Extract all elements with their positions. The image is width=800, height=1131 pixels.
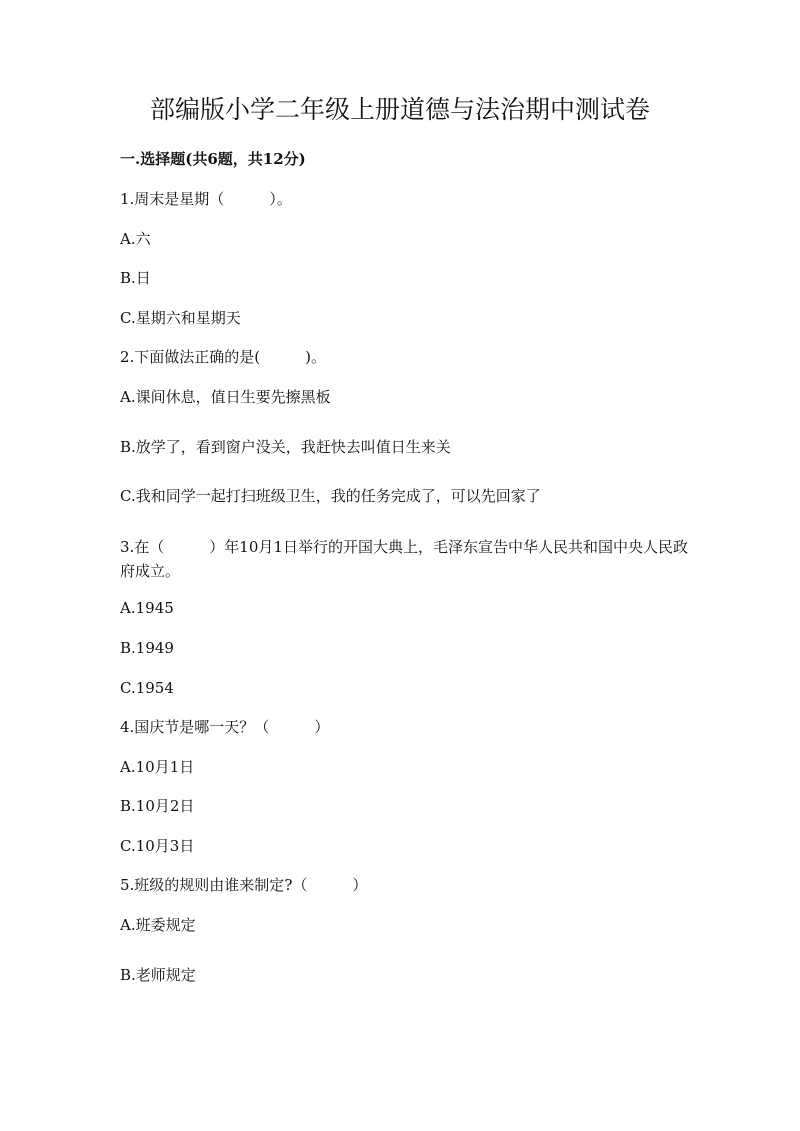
question-5-option-a: A.班委规定 [120,916,196,934]
question-1-option-c: C.星期六和星期天 [120,309,241,327]
question-2-option-c: C.我和同学一起打扫班级卫生，我的任务完成了，可以先回家了 [120,487,541,505]
page-title: 部编版小学二年级上册道德与法治期中测试卷 [149,95,650,124]
question-4-option-c: C.10月3日 [120,837,195,855]
section-heading: 一.选择题(共6题，共12分) [120,150,306,168]
question-3: 3.在（ ）年10月1日举行的开国大典上，毛泽东宣告中华人民共和国中央人民政府成立。 [120,538,688,580]
question-4-option-b: B.10月2日 [120,797,195,815]
question-1-option-a: A.六 [120,230,151,248]
question-5-option-b: B.老师规定 [120,966,196,984]
question-1: 1.周末是星期（ ）。 [120,190,292,208]
question-4: 4.国庆节是哪一天？（ ） [120,718,330,736]
question-1-option-b: B.日 [120,269,151,287]
question-2: 2.下面做法正确的是( )。 [120,348,327,366]
question-3-option-c: C.1954 [120,679,174,697]
question-4-option-a: A.10月1日 [120,758,195,776]
question-5: 5.班级的规则由谁来制定?（ ） [120,876,368,894]
question-2-option-b: B.放学了，看到窗户没关，我赶快去叫值日生来关 [120,438,451,456]
question-2-option-a: A.课间休息，值日生要先擦黑板 [120,388,331,406]
question-3-option-a: A.1945 [120,599,174,617]
question-3-option-b: B.1949 [120,639,174,657]
